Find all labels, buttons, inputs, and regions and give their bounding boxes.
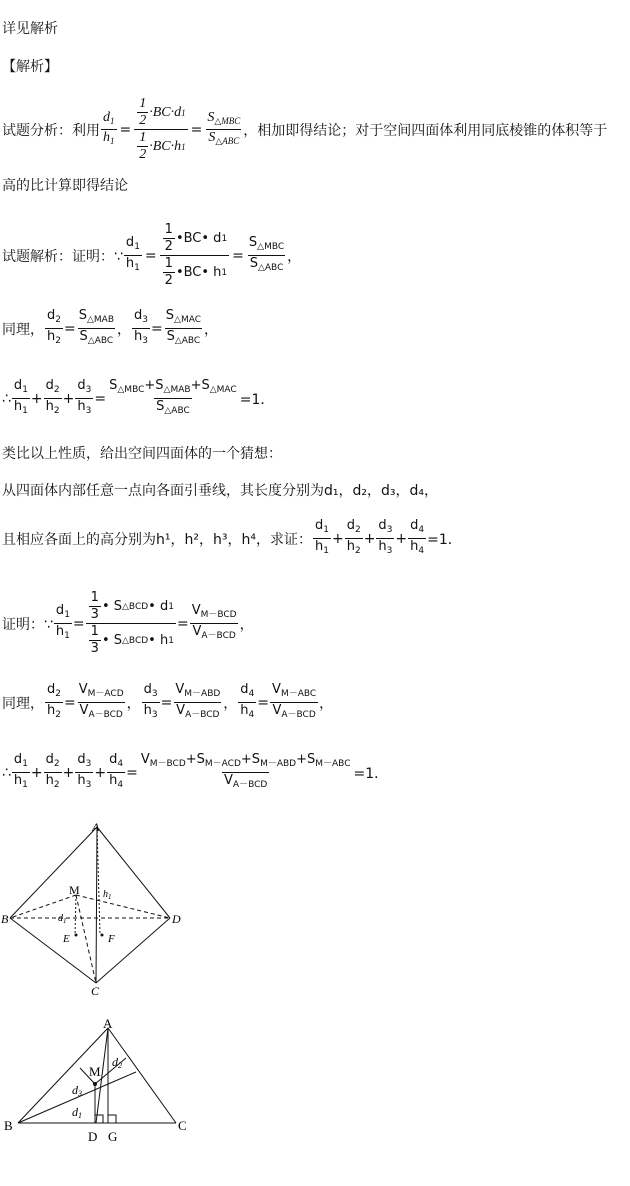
analysis-line: 试题分析：利用 $\frac{d_1}{h_1}$ = $\frac{1}{2}$ ·BC·d 1 $\frac{1}{2}$ ·BC·h 1 = $\frac{S_{\triangle MBC}}{S_{\triangle ABC}}$ ，相加即得结论；对于空间四面体利用同底棱锥的体积等于 <box>2 96 608 162</box>
svg-text:B: B <box>4 1118 13 1133</box>
svg-text:A: A <box>103 1016 113 1031</box>
formula-area-ratio: $\frac{1}{2}$ ·BC·d 1 $\frac{1}{2}$ ·BC·h 1 <box>134 96 187 163</box>
tetrahedron-figure <box>0 815 190 1000</box>
to-prove-line: 且相应各面上的高分别为h¹，h²，h³，h⁴，求证： $\frac{d_1}{h_1}$ + $\frac{d_2}{h_2}$ + $\frac{d_3}{h_3}$ + $\frac{d_4}{h_4}$ =1． <box>2 518 462 559</box>
svg-text:d1: $d_1$ <box>58 913 67 925</box>
svg-text:d3: d3 <box>72 1083 82 1098</box>
svg-text:A: A <box>92 820 100 834</box>
formula-d1-h1: $\frac{d_1}{h_1}$ <box>101 110 117 149</box>
analogy-line: 类比以上性质，给出空间四面体的一个猜想： <box>2 446 282 462</box>
svg-text:h1: $h_1$ <box>103 889 112 901</box>
conjecture-line: 从四面体内部任意一点向各面引垂线，其长度分别为d₁，d₂，d₃，d₄， <box>2 483 438 499</box>
triangle-figure <box>0 1010 200 1150</box>
svg-text:M: M <box>89 1064 101 1079</box>
svg-text:d1: d1 <box>72 1105 82 1120</box>
proof-line-3: ∴ $\frac{d_1}{h_1}$ + $\frac{d_2}{h_2}$ + $\frac{d_3}{h_3}$ = $\frac{S_{\triangle MBC}+S_{\triangle MAB}+S_{\triangle MAC}}{S_{\triangle ABC}}$ =1． <box>2 378 274 419</box>
proof-prefix: 试题解析：证明：∵ <box>2 248 123 265</box>
formula-s-ratio: $\frac{S_{\triangle MBC}}{S_{\triangle ABC}}$ <box>205 110 242 149</box>
analysis-suffix: ，相加即得结论；对于空间四面体利用同底棱锥的体积等于 <box>243 122 608 139</box>
svg-text:M: M <box>69 883 80 897</box>
proof-line-2: 同理， $\frac{d_2}{h_2}$ = $\frac{S_{\triangle MAB}}{S_{\triangle ABC}}$ ， $\frac{d_3}{h_3}$ = $\frac{S_{\triangle MAC}}{S_{\triangle ABC}}$ ， <box>2 308 218 349</box>
svg-text:C: C <box>91 984 100 998</box>
section-label: 【解析】 <box>2 59 58 75</box>
answer-header: 详见解析 <box>2 21 58 37</box>
proof-line-4: 证明：∵ $\frac{d_1}{h_1}$ = $\frac{1}{3}$ • S △BCD • d 1 $\frac{1}{3}$ • S △BCD • h 1 = $\frac{V_{M-BCD}}{V_{A-BCD}}$ ， <box>2 590 254 656</box>
svg-text:D: D <box>88 1129 98 1144</box>
svg-text:D: D <box>172 912 181 926</box>
proof-line-1: 试题解析：证明：∵ $\frac{d_1}{h_1}$ = $\frac{1}{2}$ •BC• d 1 $\frac{1}{2}$ •BC• h 1 = $\frac{S_{\triangle MBC}}{S_{\triangle ABC}}$ ， <box>2 222 302 288</box>
svg-text:G: G <box>108 1129 118 1144</box>
svg-text:E: E <box>63 933 70 945</box>
svg-text:C: C <box>178 1118 187 1133</box>
proof-line-5: 同理， $\frac{d_2}{h_2}$ = $\frac{V_{M-ACD}}{V_{A-BCD}}$ ， $\frac{d_3}{h_3}$ = $\frac{V_{M-ABD}}{V_{A-BCD}}$ ， $\frac{d_4}{h_4}$ = $\frac{V_{M-ABC}}{V_{A-BCD}}$ ， <box>2 682 333 723</box>
svg-text:d2: d2 <box>112 1055 122 1070</box>
analysis-prefix: 试题分析：利用 <box>2 122 100 139</box>
svg-text:F: F <box>108 933 115 945</box>
proof-line-6: ∴ $\frac{d_1}{h_1}$ + $\frac{d_2}{h_2}$ + $\frac{d_3}{h_3}$ + $\frac{d_4}{h_4}$ = $\frac{V_{M-BCD}+S_{M-ACD}+S_{M-ABD}+S_{M-ABC}}{V_{A-BCD}}$ =1． <box>2 752 388 793</box>
analysis-line-2: 高的比计算即得结论 <box>2 178 128 194</box>
svg-text:B: B <box>1 912 9 926</box>
